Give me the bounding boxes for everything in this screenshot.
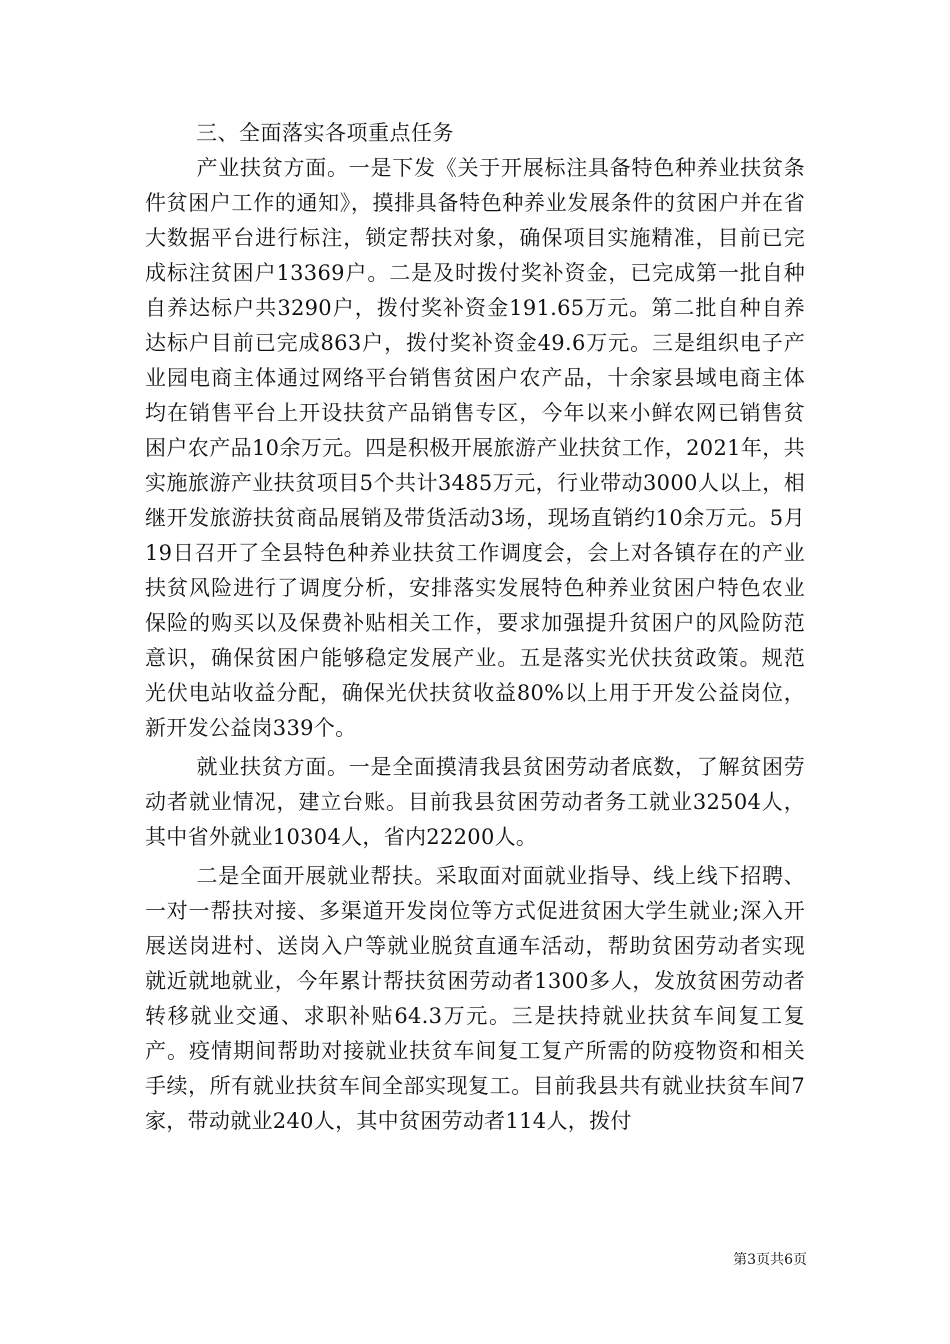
section-heading: 三、全面落实各项重点任务 (196, 121, 454, 145)
paragraph-industry-poverty-alleviation: 产业扶贫方面。一是下发《关于开展标注具备特色种养业扶贫条件贫困户工作的通知》，摸排具备特色种养业发展条件的贫困户并在省大数据平台进行标注，锁定帮扶对象，确保项目实施精准，目前已完成标注贫困户13369户。二是及时拨付奖补资金，已完成第一批自种自养达标户共3290户，拨付奖补资金191.65万元。第二批自种自养达标户目前已完成863户，拨付奖补资金49.6万元。三是组织电子产业园电商主体通过网络平台销售贫困户农产品，十余家县域电商主体均在销售平台上开设扶贫产品销售专区，今年以来小鲜农网已销售贫困户农产品10余万元。四是积极开展旅游产业扶贫工作，2021年，共实施旅游产业扶贫项目5个共计3485万元，行业带动3000人以上，相继开发旅游扶贫商品展销及带货活动3场，现场直销约10余万元。5月19日召开了全县特色种养业扶贫工作调度会，会上对各镇存在的产业扶贫风险进行了调度分析，安排落实发展特色种养业贫困户特色农业保险的购买以及保费补贴相关工作，要求加强提升贫困户的风险防范意识，确保贫困户能够稳定发展产业。五是落实光伏扶贫政策。规范光伏电站收益分配，确保光伏扶贫收益80%以上用于开发公益岗位，新开发公益岗339个。 (145, 156, 805, 740)
document-body (145, 116, 805, 1139)
paragraph-employment-poverty-alleviation: 就业扶贫方面。一是全面摸清我县贫困劳动者底数，了解贫困劳动者就业情况，建立台账。目前我县贫困劳动者务工就业32504人，其中省外就业10304人，省内22200人。 (145, 755, 805, 849)
page-number-label: 第3页共6页 (733, 1252, 807, 1268)
paragraph-employment-assistance: 二是全面开展就业帮扶。采取面对面就业指导、线上线下招聘、一对一帮扶对接、多渠道开发岗位等方式促进贫困大学生就业;深入开展送岗进村、送岗入户等就业脱贫直通车活动，帮助贫困劳动者实现就近就地就业，今年累计帮扶贫困劳动者1300多人，发放贫困劳动者转移就业交通、求职补贴64.3万元。三是扶持就业扶贫车间复工复产。疫情期间帮助对接就业扶贫车间复工复产所需的防疫物资和相关手续，所有就业扶贫车间全部实现复工。目前我县共有就业扶贫车间7家，带动就业240人，其中贫困劳动者114人，拨付 (145, 864, 805, 1133)
page-footer (733, 1251, 807, 1269)
